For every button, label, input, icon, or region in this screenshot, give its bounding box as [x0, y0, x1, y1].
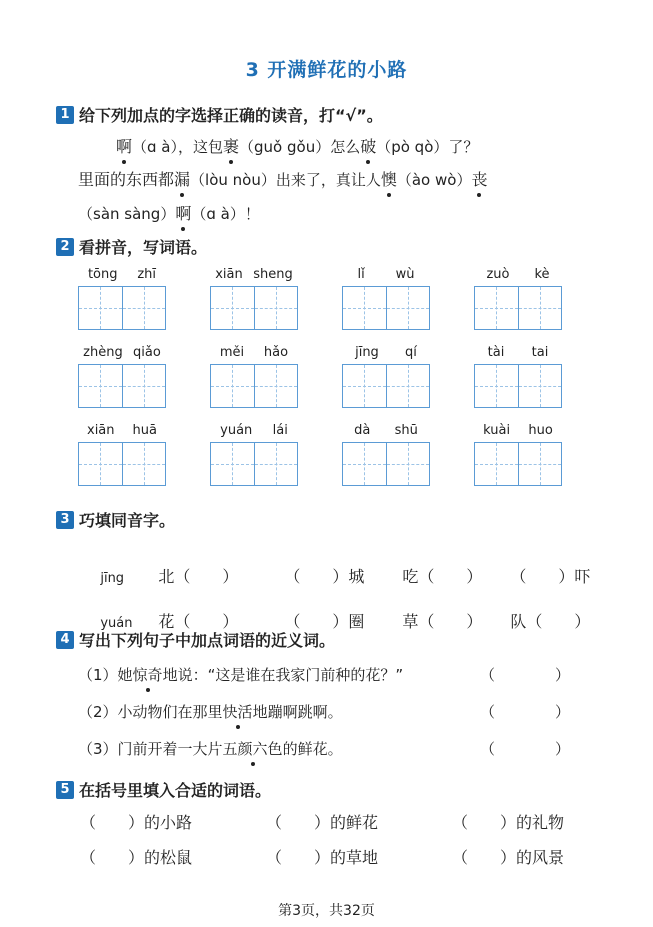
- q1-line-3: [78, 201, 260, 224]
- q4-text: （1）她: [78, 666, 133, 684]
- q4-item-2: [78, 701, 343, 722]
- pinyin: kuài: [483, 423, 511, 438]
- section-title: 写出下列句子中加点词语的近义词。: [79, 631, 336, 650]
- pinyin: xiān: [87, 423, 115, 438]
- word-grid: [78, 262, 166, 330]
- dotted-char: 丧: [471, 167, 487, 190]
- dotted-char: 啊: [175, 201, 191, 224]
- pinyin: tai: [531, 345, 549, 360]
- dotted-char: 懊: [381, 167, 397, 190]
- writing-grid[interactable]: [474, 442, 562, 486]
- q1-text: （pò qò）了？: [376, 138, 479, 156]
- word-grid: [342, 262, 430, 330]
- pinyin: jīng: [355, 345, 379, 360]
- pinyin: qí: [405, 345, 417, 360]
- dotted-char: 裹: [223, 134, 239, 157]
- q4-text: 地蹦啊跳啊。: [252, 703, 343, 721]
- fill-item[interactable]: （ ）吓: [510, 567, 591, 586]
- pinyin: xiān: [215, 267, 243, 282]
- fill-item[interactable]: （ ）城: [284, 567, 365, 586]
- pinyin: shū: [394, 423, 418, 438]
- q1-text: （guǒ gǒu）怎么: [239, 138, 361, 156]
- writing-grid[interactable]: [210, 442, 298, 486]
- dotted-word: 五颜六色: [222, 740, 283, 758]
- fill-item[interactable]: （ ）的风景: [452, 848, 565, 867]
- word-grid: [78, 418, 166, 486]
- word-grid: [78, 340, 166, 408]
- fill-item[interactable]: 草（ ）: [402, 612, 483, 631]
- pinyin: tōng: [87, 267, 118, 282]
- pinyin: huā: [132, 423, 157, 438]
- writing-grid[interactable]: [474, 286, 562, 330]
- writing-grid[interactable]: [78, 286, 166, 330]
- page-number: 第3页，共32页: [278, 903, 375, 919]
- q1-text: 里面的东西都: [78, 170, 175, 189]
- fill-item[interactable]: （ ）的鲜花: [266, 813, 379, 832]
- q1-text: （ào wò）: [396, 171, 472, 189]
- word-grid: [342, 418, 430, 486]
- pinyin: lái: [272, 423, 288, 438]
- q4-text: 的鲜花。: [282, 740, 343, 758]
- writing-grid[interactable]: [78, 364, 166, 408]
- pinyin: dà: [354, 423, 371, 438]
- q4-text: 地说：“这是谁在我家门前种的花？”: [162, 666, 404, 684]
- writing-grid[interactable]: [342, 364, 430, 408]
- writing-grid[interactable]: [342, 442, 430, 486]
- dotted-word: 惊奇: [132, 666, 163, 684]
- q4-item-3: [78, 738, 343, 759]
- dotted-word: 快活: [222, 703, 253, 721]
- word-grid: [210, 418, 298, 486]
- dotted-char: 啊: [116, 134, 132, 157]
- fill-item[interactable]: 吃（ ）: [402, 567, 483, 586]
- section-title: 在括号里填入合适的词语。: [79, 781, 272, 800]
- section-4-heading: [56, 628, 335, 651]
- fill-item[interactable]: （ ）的小路: [80, 813, 193, 832]
- fill-item[interactable]: 花（ ）: [158, 612, 239, 631]
- fill-item[interactable]: （ ）的草地: [266, 848, 379, 867]
- section-title: 看拼音，写词语。: [79, 238, 208, 257]
- word-grid: [210, 340, 298, 408]
- word-grid: [342, 340, 430, 408]
- pinyin: wù: [395, 267, 415, 282]
- word-grid: [210, 262, 298, 330]
- section-2-heading: [56, 235, 207, 258]
- section-number-badge: 5: [56, 781, 74, 799]
- section-number-badge: 4: [56, 631, 74, 649]
- pinyin: huo: [528, 423, 553, 438]
- q5-row-2: [80, 845, 564, 868]
- dotted-char: 漏: [174, 167, 190, 190]
- section-number-badge: 3: [56, 511, 74, 529]
- section-title: 巧填同音字。: [79, 511, 176, 530]
- pinyin: jīng: [100, 571, 125, 586]
- section-5-heading: [56, 778, 271, 801]
- q1-text: （ɑ à）！: [191, 205, 260, 223]
- pinyin: tài: [487, 345, 505, 360]
- pinyin: yuán: [220, 423, 253, 438]
- answer-blank[interactable]: （ ）: [480, 666, 571, 684]
- section-number-badge: 2: [56, 238, 74, 256]
- answer-blank[interactable]: （ ）: [480, 740, 571, 758]
- pinyin: zuò: [486, 267, 510, 282]
- fill-item[interactable]: 队（ ）: [510, 612, 591, 631]
- q1-text: （ɑ à），这包: [132, 138, 223, 156]
- section-title: 给下列加点的字选择正确的读音，打“√”。: [79, 106, 383, 125]
- writing-grid[interactable]: [210, 286, 298, 330]
- fill-item[interactable]: （ ）的松鼠: [80, 848, 193, 867]
- pinyin: lǐ: [357, 267, 365, 282]
- pinyin: hǎo: [263, 345, 289, 360]
- q4-text: （3）门前开着一大片: [78, 740, 223, 758]
- pinyin: qiǎo: [133, 345, 161, 360]
- section-3-heading: [56, 508, 175, 531]
- dotted-char: 破: [360, 134, 376, 157]
- q1-text: （lòu nòu）出来了，真让人: [190, 171, 381, 189]
- fill-item[interactable]: （ ）的礼物: [452, 813, 565, 832]
- page-title: 3 开满鲜花的小路: [245, 59, 408, 81]
- section-1-heading: [56, 103, 383, 126]
- q1-text: （sàn sàng）: [78, 205, 176, 223]
- word-grid: [474, 418, 562, 486]
- fill-item[interactable]: 北（ ）: [158, 567, 239, 586]
- fill-item[interactable]: （ ）圈: [284, 612, 365, 631]
- pinyin: zhèng: [83, 345, 123, 360]
- pinyin: zhī: [137, 267, 157, 282]
- pinyin: yuán: [100, 616, 133, 631]
- answer-blank[interactable]: （ ）: [480, 703, 571, 721]
- q4-text: （2）小动物们在那里: [78, 703, 223, 721]
- pinyin: sheng: [253, 267, 293, 282]
- writing-grid[interactable]: [78, 442, 166, 486]
- writing-grid[interactable]: [342, 286, 430, 330]
- pinyin: kè: [534, 267, 550, 282]
- q1-line-2: [78, 167, 487, 190]
- q1-line-1: [116, 134, 478, 157]
- q4-item-1: [78, 664, 403, 685]
- q5-row-1: [80, 810, 564, 833]
- writing-grid[interactable]: [474, 364, 562, 408]
- word-grid: [474, 340, 562, 408]
- writing-grid[interactable]: [210, 364, 298, 408]
- word-grid: [474, 262, 562, 330]
- section-number-badge: 1: [56, 106, 74, 124]
- pinyin: měi: [219, 345, 245, 360]
